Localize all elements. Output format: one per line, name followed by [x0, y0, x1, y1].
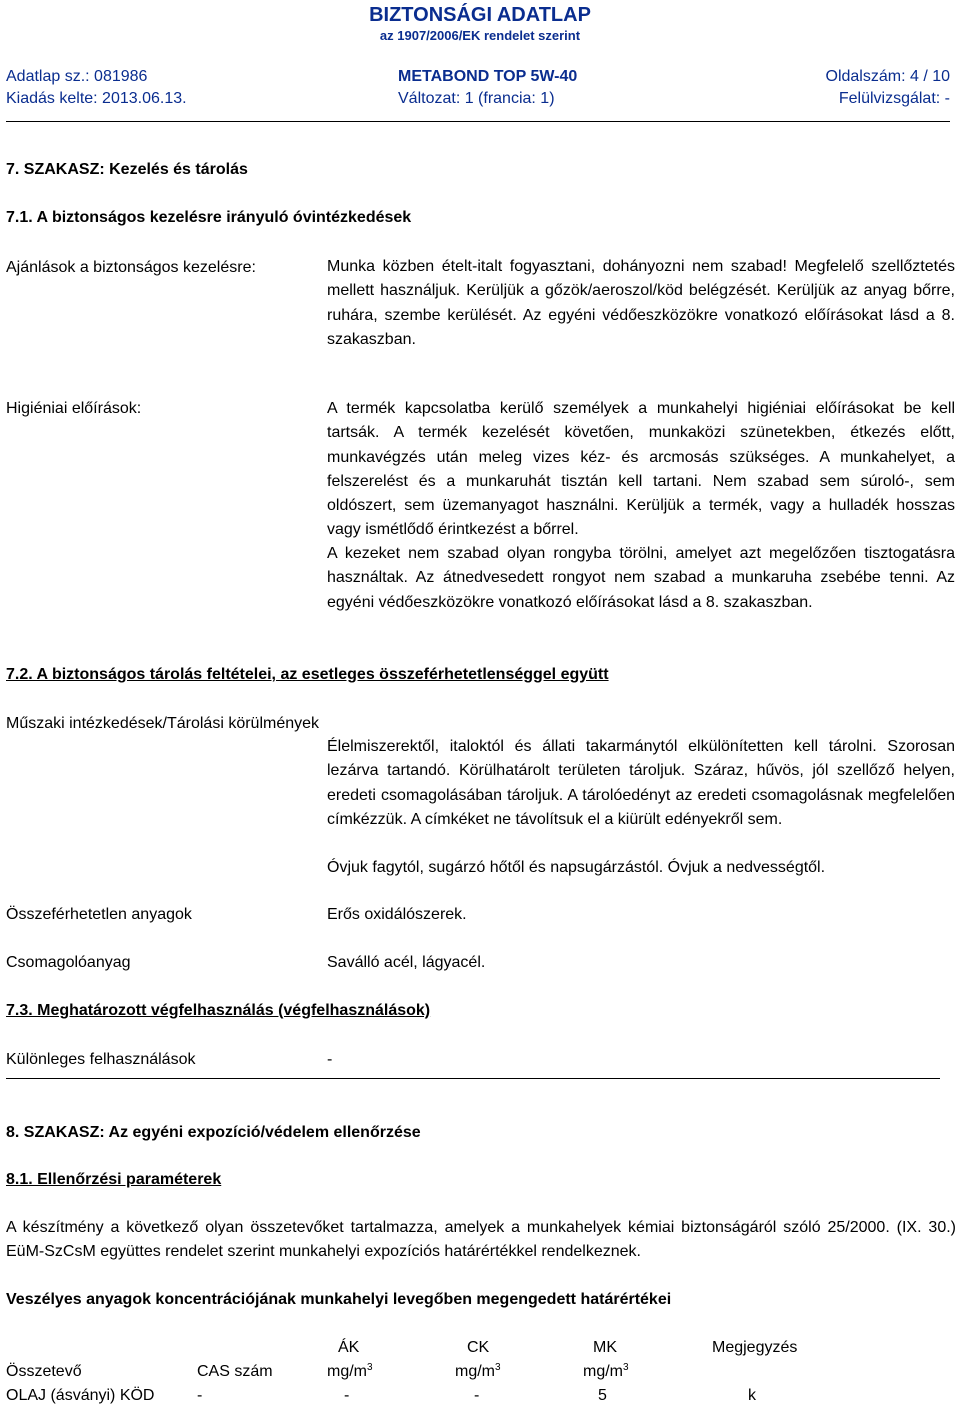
issue-date: Kiadás kelte: 2013.06.13. — [6, 90, 187, 107]
section73-title: 7.3. Meghatározott végfelhasználás (végfelhasználások) — [6, 1002, 431, 1019]
col-ck-unit: $mg/m^3$ — [455, 1362, 501, 1380]
document-header — [0, 0, 960, 44]
section7-title: 7. SZAKASZ: Kezelés és tárolás — [6, 161, 248, 178]
section8-title: 8. SZAKASZ: Az egyéni expozíció/védelem ellenőrzése — [6, 1124, 421, 1141]
row-ak: - — [344, 1387, 350, 1404]
product-name: METABOND TOP 5W-40 — [398, 68, 578, 85]
incompatible-value: Erős oxidálószerek. — [327, 906, 467, 923]
hygiene-text-2: A kezeket nem szabad olyan rongyba törölni, amelyet azt megelőzően tisztogatásra használtak. Az átnedvesedett rongyot nem szabad a munkaruha zsebébe tenni. Az egyéni védőeszközökre vonatkozó előírásokat lásd a 8. szakaszban. — [327, 545, 955, 611]
special-use-value: - — [327, 1051, 333, 1068]
page-number: Oldalszám: 4 / 10 — [825, 68, 950, 85]
incompatible-label: Összeférhetetlen anyagok — [6, 906, 192, 923]
section72-title: 7.2. A biztonságos tárolás feltételei, az esetleges összeférhetetlenséggel együtt — [6, 666, 609, 683]
document-subtitle: az 1907/2006/EK rendelet szerint — [379, 28, 581, 43]
row-mk: 5 — [598, 1387, 607, 1404]
advice-text: Munka közben ételt-italt fogyasztani, dohányozni nem szabad! Megfelelő szellőztetés mellett használjuk. Kerüljük a gőzök/aeroszol/köd belégzését. Kerüljük az anyag bőrre, ruhára, szembe kerülését. Az egyéni védőeszközökre vonatkozó előírásokat lásd a 8. szakaszban. — [327, 258, 955, 348]
storage-text-2: Óvjuk fagytól, sugárzó hőtől és napsugárzástól. Óvjuk a nedvességtől. — [327, 859, 826, 876]
special-use-label: Különleges felhasználások — [6, 1051, 196, 1068]
storage-text: Élelmiszerektől, italoktól és állati takarmánytól elkülönítetten kell tárolni. Szorosan lezárva tartandó. Körülhatárolt területen tároljuk. Száraz, hűvös, jól szellőző helyen, eredeti csomagolásában tároljuk. A tárolóedényt az eredeti csomagolásnak megfelelően címkézzük. A címkéket ne távolítsuk el a kiürült edényekről sem. — [327, 738, 955, 828]
header-meta-row-1 — [6, 68, 950, 90]
version: Változat: 1 (francia: 1) — [398, 90, 555, 107]
col-cas-header: CAS szám — [197, 1363, 273, 1380]
section8-intro-text: A készítmény a következő olyan összetevőket tartalmazza, amelyek a munkahelyek kémiai biztonságáról szóló 25/2000. (IX. 30.) EüM-SzCsM együttes rendelet szerint munkahelyi expozíciós határértékkel rendelkeznek. — [6, 1219, 956, 1261]
col-mk-unit: $mg/m^3$ — [583, 1362, 629, 1380]
section-divider — [6, 1078, 940, 1079]
packaging-label: Csomagolóanyag — [6, 954, 131, 971]
hygiene-label: Higiéniai előírások: — [6, 400, 142, 417]
row-ck: - — [474, 1387, 480, 1404]
advice-label: Ajánlások a biztonságos kezelésre: — [6, 259, 256, 276]
row-note: k — [748, 1387, 756, 1404]
row-cas: - — [197, 1387, 203, 1404]
limits-table-title: Veszélyes anyagok koncentrációjának munkahelyi levegőben megengedett határértékei — [6, 1291, 672, 1308]
revision: Felülvizsgálat: - — [838, 90, 950, 107]
col-component-header: Összetevő — [6, 1363, 82, 1380]
section71-title: 7.1. A biztonságos kezelésre irányuló óvintézkedések — [6, 209, 412, 226]
header-meta-row-2 — [6, 90, 950, 112]
col-ak-unit: $mg/m^3$ — [327, 1362, 373, 1380]
sheet-number: Adatlap sz.: 081986 — [6, 68, 148, 85]
storage-label: Műszaki intézkedések/Tárolási körülmények — [6, 715, 320, 732]
col-ck-header: CK — [467, 1339, 490, 1356]
col-mk-header: MK — [593, 1339, 617, 1356]
packaging-value: Saválló acél, lágyacél. — [327, 954, 486, 971]
document-title: BIZTONSÁGI ADATLAP — [369, 4, 591, 26]
hygiene-text: A termék kapcsolatba kerülő személyek a munkahelyi higiéniai előírásokat be kell tartsák. A termék kezelését követően, munkaközi szünetekben, étkezés előtt, munkavégzés után meleg vizes kéz- és arcmosás szükséges. A munkahelyet, a felszerelést és a munkaruhát tisztán kell tartani. Nem szabad sem súroló-, sem oldószert, sem üzemanyagot használni. Kerüljük a termék, vagy a hulladék hosszas vagy ismétlődő érintkezést a bőrrel. — [327, 400, 955, 539]
section81-title: 8.1. Ellenőrzési paraméterek — [6, 1171, 222, 1188]
header-divider — [6, 121, 950, 122]
col-ak-header: ÁK — [338, 1339, 360, 1356]
row-component: OLAJ (ásványi) KÖD — [6, 1387, 155, 1404]
col-note-header: Megjegyzés — [712, 1339, 798, 1356]
